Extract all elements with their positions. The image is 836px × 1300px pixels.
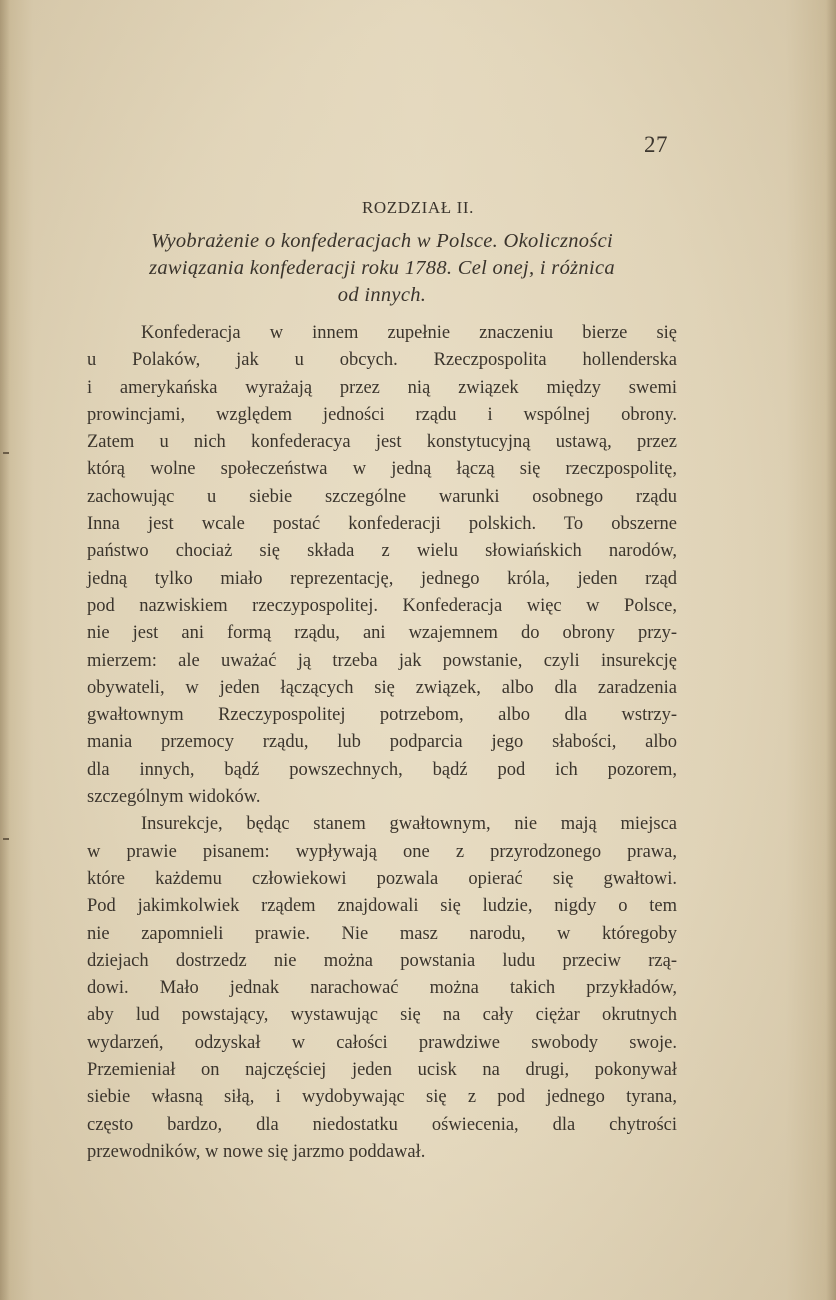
paragraph-1 — [87, 320, 677, 811]
text-line: w prawie pisanem: wypływają one z przyrodzonego prawa, — [87, 841, 677, 862]
text-line: szczególnym widoków. — [87, 787, 261, 808]
text-line: Zatem u nich konfederacya jest konstytucyjną ustawą, przez — [87, 432, 677, 453]
text-line: często bardzo, dla niedostatku oświecenia, dla chytrości — [87, 1114, 677, 1135]
text-line: mania przemocy rządu, lub podparcia jego słabości, albo — [87, 732, 677, 753]
text-line: siebie własną siłą, i wydobywając się z pod jednego tyrana, — [87, 1087, 677, 1108]
text-line: które każdemu człowiekowi pozwala opierać się gwałtowi. — [87, 868, 677, 889]
chapter-heading: ROZDZIAŁ II. — [361, 198, 474, 217]
text-line: Insurekcje, będąc stanem gwałtownym, nie mają miejsca — [141, 814, 677, 835]
binding-mark — [3, 838, 9, 840]
text-line: przewodników, w nowe się jarzmo poddawał. — [87, 1141, 426, 1162]
body-text — [87, 320, 677, 1166]
text-line: wydarzeń, odzyskał w całości prawdziwe swobody swoje. — [87, 1032, 677, 1053]
text-line: zachowując u siebie szczególne warunki osobnego rządu — [87, 486, 677, 507]
binding-mark — [3, 452, 9, 454]
text-line: u Polaków, jak u obcych. Rzeczpospolita hollenderska — [87, 350, 677, 371]
text-line: dziejach dostrzedz nie można powstania ludu przeciw rzą- — [87, 950, 677, 971]
subtitle-line: od innych. — [337, 284, 427, 306]
subtitle-line: zawiązania konfederacji roku 1788. Cel onej, i różnica — [149, 257, 615, 279]
subtitle-line: Wyobrażenie o konfederacjach w Polsce. Okoliczności — [150, 230, 613, 252]
chapter-subtitle — [86, 228, 678, 309]
text-line: aby lud powstający, wystawując się na cały ciężar okrutnych — [87, 1005, 677, 1026]
text-line: prowincjami, względem jedności rządu i wspólnej obrony. — [87, 404, 677, 425]
paragraph-2 — [87, 811, 677, 1166]
text-line: nie zapomnieli prawie. Nie masz narodu, w któregoby — [87, 923, 677, 944]
text-line: Przemieniał on najczęściej jeden ucisk na drugi, pokonywał — [87, 1060, 677, 1081]
text-line: jedną tylko miało reprezentację, jednego króla, jeden rząd — [87, 568, 677, 589]
text-line: Konfederacja w innem zupełnie znaczeniu bierze się — [141, 323, 677, 343]
text-line: dowi. Mało jednak narachować można takich przykładów, — [87, 978, 677, 999]
text-line: Inna jest wcale postać konfederacji polskich. To obszerne — [87, 514, 677, 535]
text-line: Pod jakimkolwiek rządem znajdowali się ludzie, nigdy o tem — [87, 896, 677, 917]
text-line: obywateli, w jeden łączących się związek, albo dla zaradzenia — [87, 677, 677, 698]
text-line: gwałtownym Rzeczypospolitej potrzebom, albo dla wstrzy- — [87, 705, 677, 726]
text-line: i amerykańska wyrażają przez nią związek między swemi — [87, 377, 677, 398]
text-line: którą wolne społeczeństwa w jedną łączą się rzeczpospolitę, — [87, 459, 677, 480]
page-left-edge-shadow — [0, 0, 10, 1300]
page-number: 27 — [644, 132, 668, 157]
text-line: mierzem: ale uważać ją trzeba jak powstanie, czyli insurekcję — [87, 650, 677, 671]
text-line: pod nazwiskiem rzeczypospolitej. Konfederacja więc w Polsce, — [87, 595, 677, 616]
text-line: nie jest ani formą rządu, ani wzajemnem do obrony przy- — [87, 623, 677, 644]
text-line: państwo chociaż się składa z wielu słowiańskich narodów, — [87, 541, 677, 562]
page-right-edge-shadow — [826, 0, 836, 1300]
text-line: dla innych, bądź powszechnych, bądź pod ich pozorem, — [87, 759, 677, 780]
